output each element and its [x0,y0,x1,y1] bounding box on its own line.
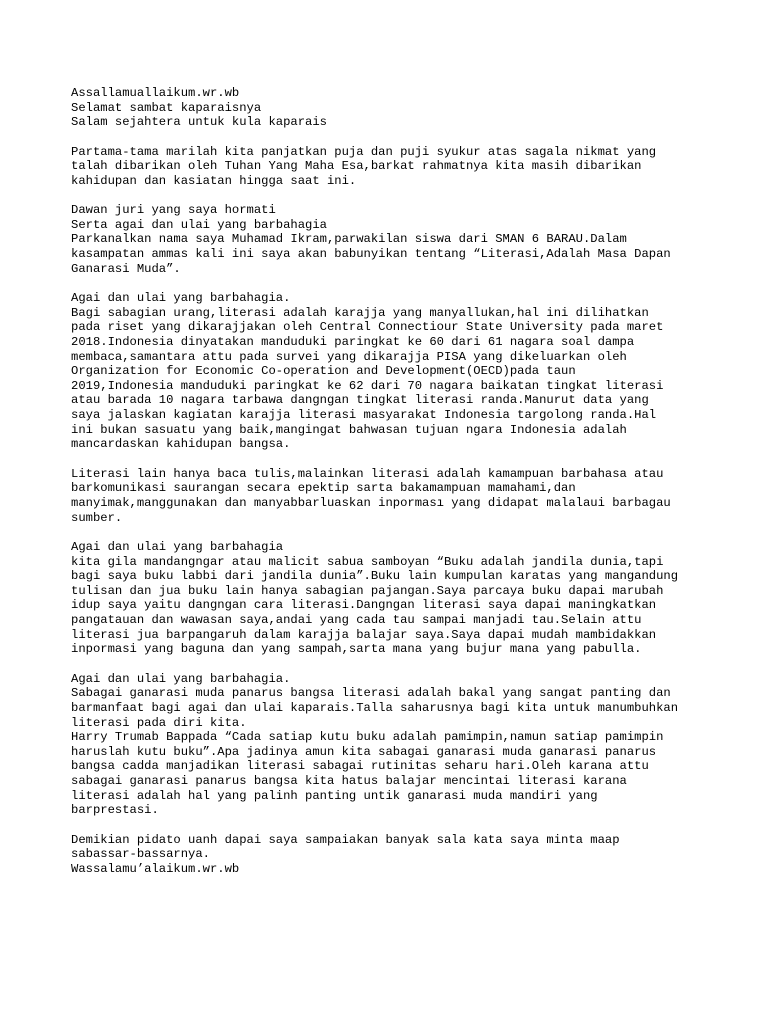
paragraph [71,145,711,189]
text-line: literasi jua barpangaruh dalam karajja balajar saya.Saya dapai mudah mambidakkan [71,627,657,642]
text-line: 2019,Indonesia manduduki paringkat ke 62 dari 70 nagara baikatan tingkat literasi [71,378,664,393]
text-line: Agai dan ulai yang barbahagia [71,539,284,554]
text-line: 2018.Indonesia dinyatakan manduduki paringkat ke 60 dari 61 nagara soal dampa [71,334,635,349]
text-line: haruslah kutu buku”.Apa jadinya amun kita sabagai ganarasi muda ganarasi panarus [71,744,657,759]
paragraph [71,467,711,526]
text-line: barkomunikasi saurangan secara epektip sarta bakamampuan mamahami,dan [71,481,576,496]
text-line: Parkanalkan nama saya Muhamad Ikram,parwakilan siswa dari SMAN 6 BARAU.Dalam [71,232,627,247]
text-line: sumber. [71,510,123,525]
text-line: ini bukan sasuatu yang baik,mangingat bahwasan tujuan ngara Indonesia adalah [71,422,627,437]
text-line: Literasi lain hanya baca tulis,malainkan literasi adalah kamampuan barbahasa atau [71,466,664,481]
text-line: Serta agai dan ulai yang barbahagia [71,217,327,232]
text-line: Harry Trumab Bappada “Cada satiap kutu buku adalah pamimpin,namun satiap pamimpin [71,730,664,745]
text-line: Selamat sambat kaparaisnya [71,100,262,115]
text-line: bagi saya buku labbi dari jandila dunia”.Buku lain kumpulan karatas yang mangandung [71,569,679,584]
text-line: bangsa cadda manjadikan literasi sabagai rutinitas seharu hari.Oleh karana attu [71,759,649,774]
text-line: Agai dan ulai yang barbahagia. [71,290,291,305]
text-line: membaca,samantara attu pada survei yang dikarajja PISA yang dikeluarkan oleh [71,349,627,364]
text-line: manyimak,manggunakan dan manyabbarluaskan inporması yang didapat malalaui barbagau [71,495,671,510]
text-line: pada riset yang dikarajjakan oleh Central Connectiour State University pada maret [71,320,664,335]
text-line: sabassar-bassarnya. [71,847,210,862]
text-line: Ganarasi Muda”. [71,261,181,276]
text-line: inpormasi yang baguna dan yang sampah,sarta mana yang bujur mana yang pabulla. [71,642,642,657]
paragraph [71,86,711,130]
text-line: Dawan juri yang saya hormati [71,203,276,218]
paragraph [71,833,711,877]
paragraph [71,540,711,657]
text-line: Sabagai ganarasi muda panarus bangsa literasi adalah bakal yang sangat panting dan [71,686,671,701]
text-line: saya jalaskan kagiatan karajja literasi masyarakat Indonesia targolong randa.Hal [71,408,657,423]
text-line: Demikian pidato uanh dapai saya sampaiakan banyak sala kata saya minta maap [71,832,620,847]
text-line: Bagi sabagian urang,literasi adalah karajja yang manyallukan,hal ini dilihatkan [71,305,649,320]
text-line: atau barada 10 nagara tarbawa dangngan tingkat literasi randa.Manurut data yang [71,393,649,408]
text-line: barmanfaat bagi agai dan ulai kaparais.Talla saharusnya bagi kita untuk manumbuhkan [71,700,679,715]
text-line: kahidupan dan kasiatan hingga saat ini. [71,173,357,188]
text-line: talah dibarikan oleh Tuhan Yang Maha Esa,barkat rahmatnya kita masih dibarikan [71,159,642,174]
text-line: Organization for Economic Co-operation and Development(OECD)pada taun [71,364,576,379]
text-line: mancardaskan kahidupan bangsa. [71,437,291,452]
text-line: Partama-tama marilah kita panjatkan puja dan puji syukur atas sagala nikmat yang [71,144,657,159]
text-line: idup saya yaitu dangngan cara literasi.Dangngan literasi saya dapai maningkatkan [71,598,657,613]
text-line: kita gila mandangngar atau malicit sabua samboyan “Buku adalah jandila dunia,tapi [71,554,664,569]
text-line: Wassalamu’alaikum.wr.wb [71,861,240,876]
text-line: pangatauan dan wawasan saya,andai yang cada tau sampai manjadi tau.Selain attu [71,613,642,628]
text-line: literasi pada diri kita. [71,715,247,730]
text-line: Salam sejahtera untuk kula kaparais [71,115,327,130]
speech-text [71,86,711,891]
text-line: barprestasi. [71,803,159,818]
paragraph [71,203,711,276]
text-line: tulisan dan jua buku lain hanya sabagian pajangan.Saya parcaya buku dapai marubah [71,583,664,598]
text-line: Agai dan ulai yang barbahagia. [71,671,291,686]
paragraph [71,672,711,818]
text-line: Assallamuallaikum.wr.wb [71,86,240,100]
paragraph [71,291,711,452]
text-line: sabagai ganarasi panarus bangsa kita hatus balajar mencintai literasi karana [71,774,627,789]
text-line: literasi adalah hal yang palinh panting untik ganarasi muda mandiri yang [71,788,598,803]
text-line: kasampatan ammas kali ini saya akan babunyikan tentang “Literasi,Adalah Masa Dapan [71,247,671,262]
